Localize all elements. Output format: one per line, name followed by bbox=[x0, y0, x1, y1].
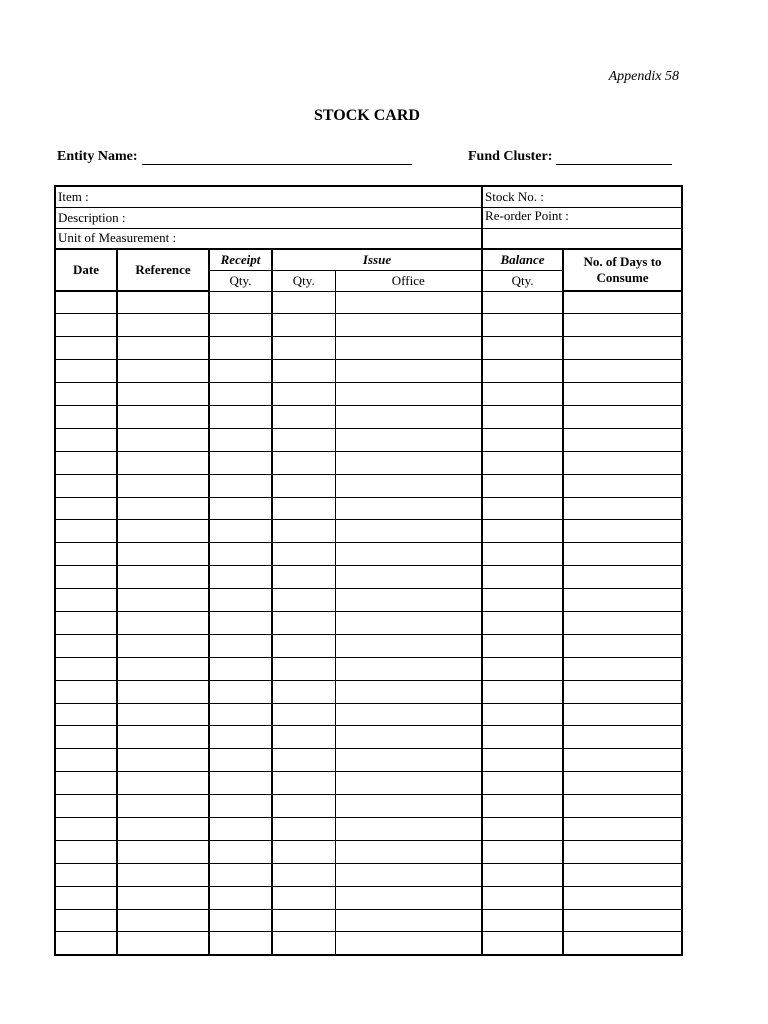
table-row bbox=[55, 405, 682, 428]
balance-qty-cell[interactable] bbox=[482, 405, 563, 428]
table-row bbox=[55, 474, 682, 497]
appendix-label: Appendix 58 bbox=[608, 69, 679, 84]
issue-qty-cell[interactable] bbox=[272, 772, 335, 795]
balance-qty-cell[interactable] bbox=[482, 428, 563, 451]
table-row bbox=[55, 909, 682, 932]
fund-cluster-row bbox=[468, 149, 672, 165]
entity-name-label: Entity Name: bbox=[57, 149, 138, 164]
table-row bbox=[55, 932, 682, 955]
issue-office-cell[interactable] bbox=[335, 451, 482, 474]
header-receipt: Receipt bbox=[209, 249, 272, 270]
issue-qty-cell[interactable] bbox=[272, 337, 335, 360]
days-to-consume-cell[interactable] bbox=[563, 795, 682, 818]
reference-cell[interactable] bbox=[117, 703, 209, 726]
reference-cell[interactable] bbox=[117, 840, 209, 863]
reorder-point-field[interactable]: Re-order Point : bbox=[482, 207, 682, 228]
table-row bbox=[55, 291, 682, 314]
issue-office-cell[interactable] bbox=[335, 772, 482, 795]
balance-qty-cell[interactable] bbox=[482, 680, 563, 703]
days-to-consume-cell[interactable] bbox=[563, 611, 682, 634]
receipt-qty-cell[interactable] bbox=[209, 566, 272, 589]
days-to-consume-cell[interactable] bbox=[563, 840, 682, 863]
issue-office-cell[interactable] bbox=[335, 360, 482, 383]
table-row bbox=[55, 795, 682, 818]
header-reference: Reference bbox=[117, 249, 209, 291]
issue-office-cell[interactable] bbox=[335, 909, 482, 932]
balance-qty-cell[interactable] bbox=[482, 566, 563, 589]
balance-qty-cell[interactable] bbox=[482, 726, 563, 749]
header-date: Date bbox=[55, 249, 117, 291]
balance-qty-cell[interactable] bbox=[482, 840, 563, 863]
reference-cell[interactable] bbox=[117, 405, 209, 428]
table-row bbox=[55, 886, 682, 909]
header-issue-qty: Qty. bbox=[272, 270, 335, 291]
days-to-consume-cell[interactable] bbox=[563, 291, 682, 314]
issue-qty-cell[interactable] bbox=[272, 428, 335, 451]
receipt-qty-cell[interactable] bbox=[209, 817, 272, 840]
balance-qty-cell[interactable] bbox=[482, 817, 563, 840]
reference-cell[interactable] bbox=[117, 634, 209, 657]
header-days-to-consume: No. of Days to Consume bbox=[563, 249, 682, 291]
table-row bbox=[55, 566, 682, 589]
receipt-qty-cell[interactable] bbox=[209, 634, 272, 657]
date-cell[interactable] bbox=[55, 566, 117, 589]
issue-qty-cell[interactable] bbox=[272, 611, 335, 634]
receipt-qty-cell[interactable] bbox=[209, 497, 272, 520]
issue-office-cell[interactable] bbox=[335, 314, 482, 337]
balance-qty-cell[interactable] bbox=[482, 749, 563, 772]
description-row bbox=[55, 207, 682, 228]
reference-cell[interactable] bbox=[117, 360, 209, 383]
receipt-qty-cell[interactable] bbox=[209, 749, 272, 772]
date-cell[interactable] bbox=[55, 749, 117, 772]
reference-cell[interactable] bbox=[117, 886, 209, 909]
table-row bbox=[55, 497, 682, 520]
days-to-consume-cell[interactable] bbox=[563, 383, 682, 406]
reference-cell[interactable] bbox=[117, 497, 209, 520]
days-to-consume-cell[interactable] bbox=[563, 772, 682, 795]
fund-cluster-field[interactable] bbox=[556, 150, 672, 165]
date-cell[interactable] bbox=[55, 360, 117, 383]
table-row bbox=[55, 451, 682, 474]
date-cell[interactable] bbox=[55, 520, 117, 543]
reference-cell[interactable] bbox=[117, 680, 209, 703]
days-to-consume-cell[interactable] bbox=[563, 520, 682, 543]
date-cell[interactable] bbox=[55, 680, 117, 703]
table-row bbox=[55, 428, 682, 451]
entity-name-field[interactable] bbox=[142, 150, 412, 165]
issue-qty-cell[interactable] bbox=[272, 451, 335, 474]
table-row bbox=[55, 726, 682, 749]
date-cell[interactable] bbox=[55, 726, 117, 749]
table-row bbox=[55, 383, 682, 406]
receipt-qty-cell[interactable] bbox=[209, 589, 272, 612]
balance-qty-cell[interactable] bbox=[482, 337, 563, 360]
table-row bbox=[55, 749, 682, 772]
table-row bbox=[55, 703, 682, 726]
reference-cell[interactable] bbox=[117, 589, 209, 612]
balance-qty-cell[interactable] bbox=[482, 772, 563, 795]
issue-office-cell[interactable] bbox=[335, 543, 482, 566]
receipt-qty-cell[interactable] bbox=[209, 611, 272, 634]
issue-office-cell[interactable] bbox=[335, 383, 482, 406]
balance-qty-cell[interactable] bbox=[482, 520, 563, 543]
header-issue-office: Office bbox=[335, 270, 482, 291]
issue-qty-cell[interactable] bbox=[272, 817, 335, 840]
issue-qty-cell[interactable] bbox=[272, 680, 335, 703]
entity-name-row bbox=[57, 149, 412, 165]
days-to-consume-cell[interactable] bbox=[563, 634, 682, 657]
receipt-qty-cell[interactable] bbox=[209, 405, 272, 428]
issue-office-cell[interactable] bbox=[335, 566, 482, 589]
receipt-qty-cell[interactable] bbox=[209, 795, 272, 818]
date-cell[interactable] bbox=[55, 611, 117, 634]
reference-cell[interactable] bbox=[117, 428, 209, 451]
receipt-qty-cell[interactable] bbox=[209, 772, 272, 795]
receipt-qty-cell[interactable] bbox=[209, 474, 272, 497]
date-cell[interactable] bbox=[55, 863, 117, 886]
issue-qty-cell[interactable] bbox=[272, 360, 335, 383]
balance-qty-cell[interactable] bbox=[482, 657, 563, 680]
date-cell[interactable] bbox=[55, 886, 117, 909]
receipt-qty-cell[interactable] bbox=[209, 428, 272, 451]
days-to-consume-cell[interactable] bbox=[563, 817, 682, 840]
reference-cell[interactable] bbox=[117, 749, 209, 772]
issue-office-cell[interactable] bbox=[335, 932, 482, 955]
days-to-consume-cell[interactable] bbox=[563, 886, 682, 909]
balance-qty-cell[interactable] bbox=[482, 451, 563, 474]
receipt-qty-cell[interactable] bbox=[209, 520, 272, 543]
reference-cell[interactable] bbox=[117, 337, 209, 360]
balance-qty-cell[interactable] bbox=[482, 909, 563, 932]
issue-office-cell[interactable] bbox=[335, 657, 482, 680]
days-to-consume-cell[interactable] bbox=[563, 497, 682, 520]
date-cell[interactable] bbox=[55, 657, 117, 680]
issue-qty-cell[interactable] bbox=[272, 566, 335, 589]
issue-qty-cell[interactable] bbox=[272, 726, 335, 749]
issue-qty-cell[interactable] bbox=[272, 383, 335, 406]
balance-qty-cell[interactable] bbox=[482, 383, 563, 406]
issue-qty-cell[interactable] bbox=[272, 795, 335, 818]
issue-office-cell[interactable] bbox=[335, 428, 482, 451]
issue-qty-cell[interactable] bbox=[272, 520, 335, 543]
reference-cell[interactable] bbox=[117, 314, 209, 337]
reference-cell[interactable] bbox=[117, 726, 209, 749]
date-cell[interactable] bbox=[55, 772, 117, 795]
issue-qty-cell[interactable] bbox=[272, 474, 335, 497]
table-row bbox=[55, 337, 682, 360]
date-cell[interactable] bbox=[55, 383, 117, 406]
balance-qty-cell[interactable] bbox=[482, 543, 563, 566]
table-row bbox=[55, 360, 682, 383]
balance-qty-cell[interactable] bbox=[482, 314, 563, 337]
page-title: STOCK CARD bbox=[314, 107, 420, 124]
receipt-qty-cell[interactable] bbox=[209, 314, 272, 337]
days-to-consume-cell[interactable] bbox=[563, 657, 682, 680]
issue-qty-cell[interactable] bbox=[272, 291, 335, 314]
receipt-qty-cell[interactable] bbox=[209, 680, 272, 703]
date-cell[interactable] bbox=[55, 337, 117, 360]
receipt-qty-cell[interactable] bbox=[209, 451, 272, 474]
issue-qty-cell[interactable] bbox=[272, 405, 335, 428]
date-cell[interactable] bbox=[55, 909, 117, 932]
issue-qty-cell[interactable] bbox=[272, 909, 335, 932]
issue-qty-cell[interactable] bbox=[272, 657, 335, 680]
issue-qty-cell[interactable] bbox=[272, 932, 335, 955]
balance-qty-cell[interactable] bbox=[482, 932, 563, 955]
issue-office-cell[interactable] bbox=[335, 840, 482, 863]
table-row bbox=[55, 589, 682, 612]
reference-cell[interactable] bbox=[117, 451, 209, 474]
reference-cell[interactable] bbox=[117, 772, 209, 795]
unit-field[interactable]: Unit of Measurement : bbox=[55, 228, 482, 249]
balance-qty-cell[interactable] bbox=[482, 474, 563, 497]
days-to-consume-cell[interactable] bbox=[563, 726, 682, 749]
receipt-qty-cell[interactable] bbox=[209, 337, 272, 360]
balance-qty-cell[interactable] bbox=[482, 291, 563, 314]
receipt-qty-cell[interactable] bbox=[209, 886, 272, 909]
issue-qty-cell[interactable] bbox=[272, 543, 335, 566]
issue-office-cell[interactable] bbox=[335, 749, 482, 772]
date-cell[interactable] bbox=[55, 451, 117, 474]
receipt-qty-cell[interactable] bbox=[209, 909, 272, 932]
description-field[interactable]: Description : bbox=[55, 207, 482, 228]
receipt-qty-cell[interactable] bbox=[209, 543, 272, 566]
date-cell[interactable] bbox=[55, 314, 117, 337]
header-balance-qty: Qty. bbox=[482, 270, 563, 291]
date-cell[interactable] bbox=[55, 405, 117, 428]
date-cell[interactable] bbox=[55, 634, 117, 657]
days-to-consume-cell[interactable] bbox=[563, 589, 682, 612]
table-row bbox=[55, 863, 682, 886]
issue-office-cell[interactable] bbox=[335, 795, 482, 818]
reference-cell[interactable] bbox=[117, 863, 209, 886]
issue-office-cell[interactable] bbox=[335, 474, 482, 497]
days-to-consume-cell[interactable] bbox=[563, 680, 682, 703]
balance-qty-cell[interactable] bbox=[482, 703, 563, 726]
issue-qty-cell[interactable] bbox=[272, 886, 335, 909]
date-cell[interactable] bbox=[55, 428, 117, 451]
issue-office-cell[interactable] bbox=[335, 886, 482, 909]
days-to-consume-cell[interactable] bbox=[563, 451, 682, 474]
issue-qty-cell[interactable] bbox=[272, 634, 335, 657]
balance-qty-cell[interactable] bbox=[482, 795, 563, 818]
stock-card-table bbox=[54, 185, 683, 956]
reference-cell[interactable] bbox=[117, 817, 209, 840]
table-row bbox=[55, 520, 682, 543]
date-cell[interactable] bbox=[55, 589, 117, 612]
days-to-consume-cell[interactable] bbox=[563, 863, 682, 886]
days-to-consume-cell[interactable] bbox=[563, 360, 682, 383]
receipt-qty-cell[interactable] bbox=[209, 657, 272, 680]
days-to-consume-cell[interactable] bbox=[563, 543, 682, 566]
issue-qty-cell[interactable] bbox=[272, 497, 335, 520]
date-cell[interactable] bbox=[55, 497, 117, 520]
item-row bbox=[55, 186, 682, 207]
issue-office-cell[interactable] bbox=[335, 589, 482, 612]
days-to-consume-cell[interactable] bbox=[563, 703, 682, 726]
balance-qty-cell[interactable] bbox=[482, 634, 563, 657]
balance-qty-cell[interactable] bbox=[482, 611, 563, 634]
reference-cell[interactable] bbox=[117, 611, 209, 634]
issue-qty-cell[interactable] bbox=[272, 749, 335, 772]
balance-qty-cell[interactable] bbox=[482, 589, 563, 612]
date-cell[interactable] bbox=[55, 703, 117, 726]
reference-cell[interactable] bbox=[117, 795, 209, 818]
header-receipt-qty: Qty. bbox=[209, 270, 272, 291]
issue-office-cell[interactable] bbox=[335, 863, 482, 886]
days-to-consume-cell[interactable] bbox=[563, 314, 682, 337]
reference-cell[interactable] bbox=[117, 932, 209, 955]
table-row bbox=[55, 314, 682, 337]
table-row bbox=[55, 680, 682, 703]
fund-cluster-label: Fund Cluster: bbox=[468, 149, 553, 164]
days-to-consume-cell[interactable] bbox=[563, 566, 682, 589]
table-row bbox=[55, 817, 682, 840]
balance-qty-cell[interactable] bbox=[482, 863, 563, 886]
date-cell[interactable] bbox=[55, 543, 117, 566]
table-row bbox=[55, 657, 682, 680]
issue-office-cell[interactable] bbox=[335, 680, 482, 703]
issue-qty-cell[interactable] bbox=[272, 863, 335, 886]
table-row bbox=[55, 840, 682, 863]
days-to-consume-cell[interactable] bbox=[563, 428, 682, 451]
header-balance: Balance bbox=[482, 249, 563, 270]
date-cell[interactable] bbox=[55, 840, 117, 863]
receipt-qty-cell[interactable] bbox=[209, 863, 272, 886]
issue-office-cell[interactable] bbox=[335, 497, 482, 520]
date-cell[interactable] bbox=[55, 817, 117, 840]
receipt-qty-cell[interactable] bbox=[209, 360, 272, 383]
table-row bbox=[55, 611, 682, 634]
issue-office-cell[interactable] bbox=[335, 817, 482, 840]
days-to-consume-cell[interactable] bbox=[563, 749, 682, 772]
issue-office-cell[interactable] bbox=[335, 726, 482, 749]
receipt-qty-cell[interactable] bbox=[209, 383, 272, 406]
receipt-qty-cell[interactable] bbox=[209, 291, 272, 314]
date-cell[interactable] bbox=[55, 474, 117, 497]
issue-qty-cell[interactable] bbox=[272, 840, 335, 863]
issue-office-cell[interactable] bbox=[335, 611, 482, 634]
reference-cell[interactable] bbox=[117, 657, 209, 680]
issue-qty-cell[interactable] bbox=[272, 589, 335, 612]
issue-office-cell[interactable] bbox=[335, 703, 482, 726]
issue-office-cell[interactable] bbox=[335, 405, 482, 428]
reference-cell[interactable] bbox=[117, 383, 209, 406]
balance-qty-cell[interactable] bbox=[482, 497, 563, 520]
header-issue: Issue bbox=[272, 249, 482, 270]
receipt-qty-cell[interactable] bbox=[209, 703, 272, 726]
header-row-1 bbox=[55, 249, 682, 270]
date-cell[interactable] bbox=[55, 795, 117, 818]
reference-cell[interactable] bbox=[117, 291, 209, 314]
reference-cell[interactable] bbox=[117, 909, 209, 932]
issue-office-cell[interactable] bbox=[335, 337, 482, 360]
date-cell[interactable] bbox=[55, 291, 117, 314]
balance-qty-cell[interactable] bbox=[482, 886, 563, 909]
days-to-consume-cell[interactable] bbox=[563, 474, 682, 497]
balance-qty-cell[interactable] bbox=[482, 360, 563, 383]
issue-qty-cell[interactable] bbox=[272, 703, 335, 726]
table-row bbox=[55, 772, 682, 795]
issue-qty-cell[interactable] bbox=[272, 314, 335, 337]
reference-cell[interactable] bbox=[117, 543, 209, 566]
issue-office-cell[interactable] bbox=[335, 634, 482, 657]
days-to-consume-cell[interactable] bbox=[563, 932, 682, 955]
issue-office-cell[interactable] bbox=[335, 520, 482, 543]
table-row bbox=[55, 634, 682, 657]
days-to-consume-cell[interactable] bbox=[563, 337, 682, 360]
days-to-consume-cell[interactable] bbox=[563, 405, 682, 428]
receipt-qty-cell[interactable] bbox=[209, 840, 272, 863]
reference-cell[interactable] bbox=[117, 520, 209, 543]
receipt-qty-cell[interactable] bbox=[209, 726, 272, 749]
unit-row bbox=[55, 228, 682, 249]
issue-office-cell[interactable] bbox=[335, 291, 482, 314]
item-field[interactable]: Item : bbox=[55, 186, 482, 207]
stock-no-field[interactable]: Stock No. : bbox=[482, 186, 682, 207]
reference-cell[interactable] bbox=[117, 474, 209, 497]
table-row bbox=[55, 543, 682, 566]
receipt-qty-cell[interactable] bbox=[209, 932, 272, 955]
data-rows bbox=[55, 291, 682, 955]
reference-cell[interactable] bbox=[117, 566, 209, 589]
days-to-consume-cell[interactable] bbox=[563, 909, 682, 932]
date-cell[interactable] bbox=[55, 932, 117, 955]
unit-blank-cell bbox=[482, 228, 682, 249]
